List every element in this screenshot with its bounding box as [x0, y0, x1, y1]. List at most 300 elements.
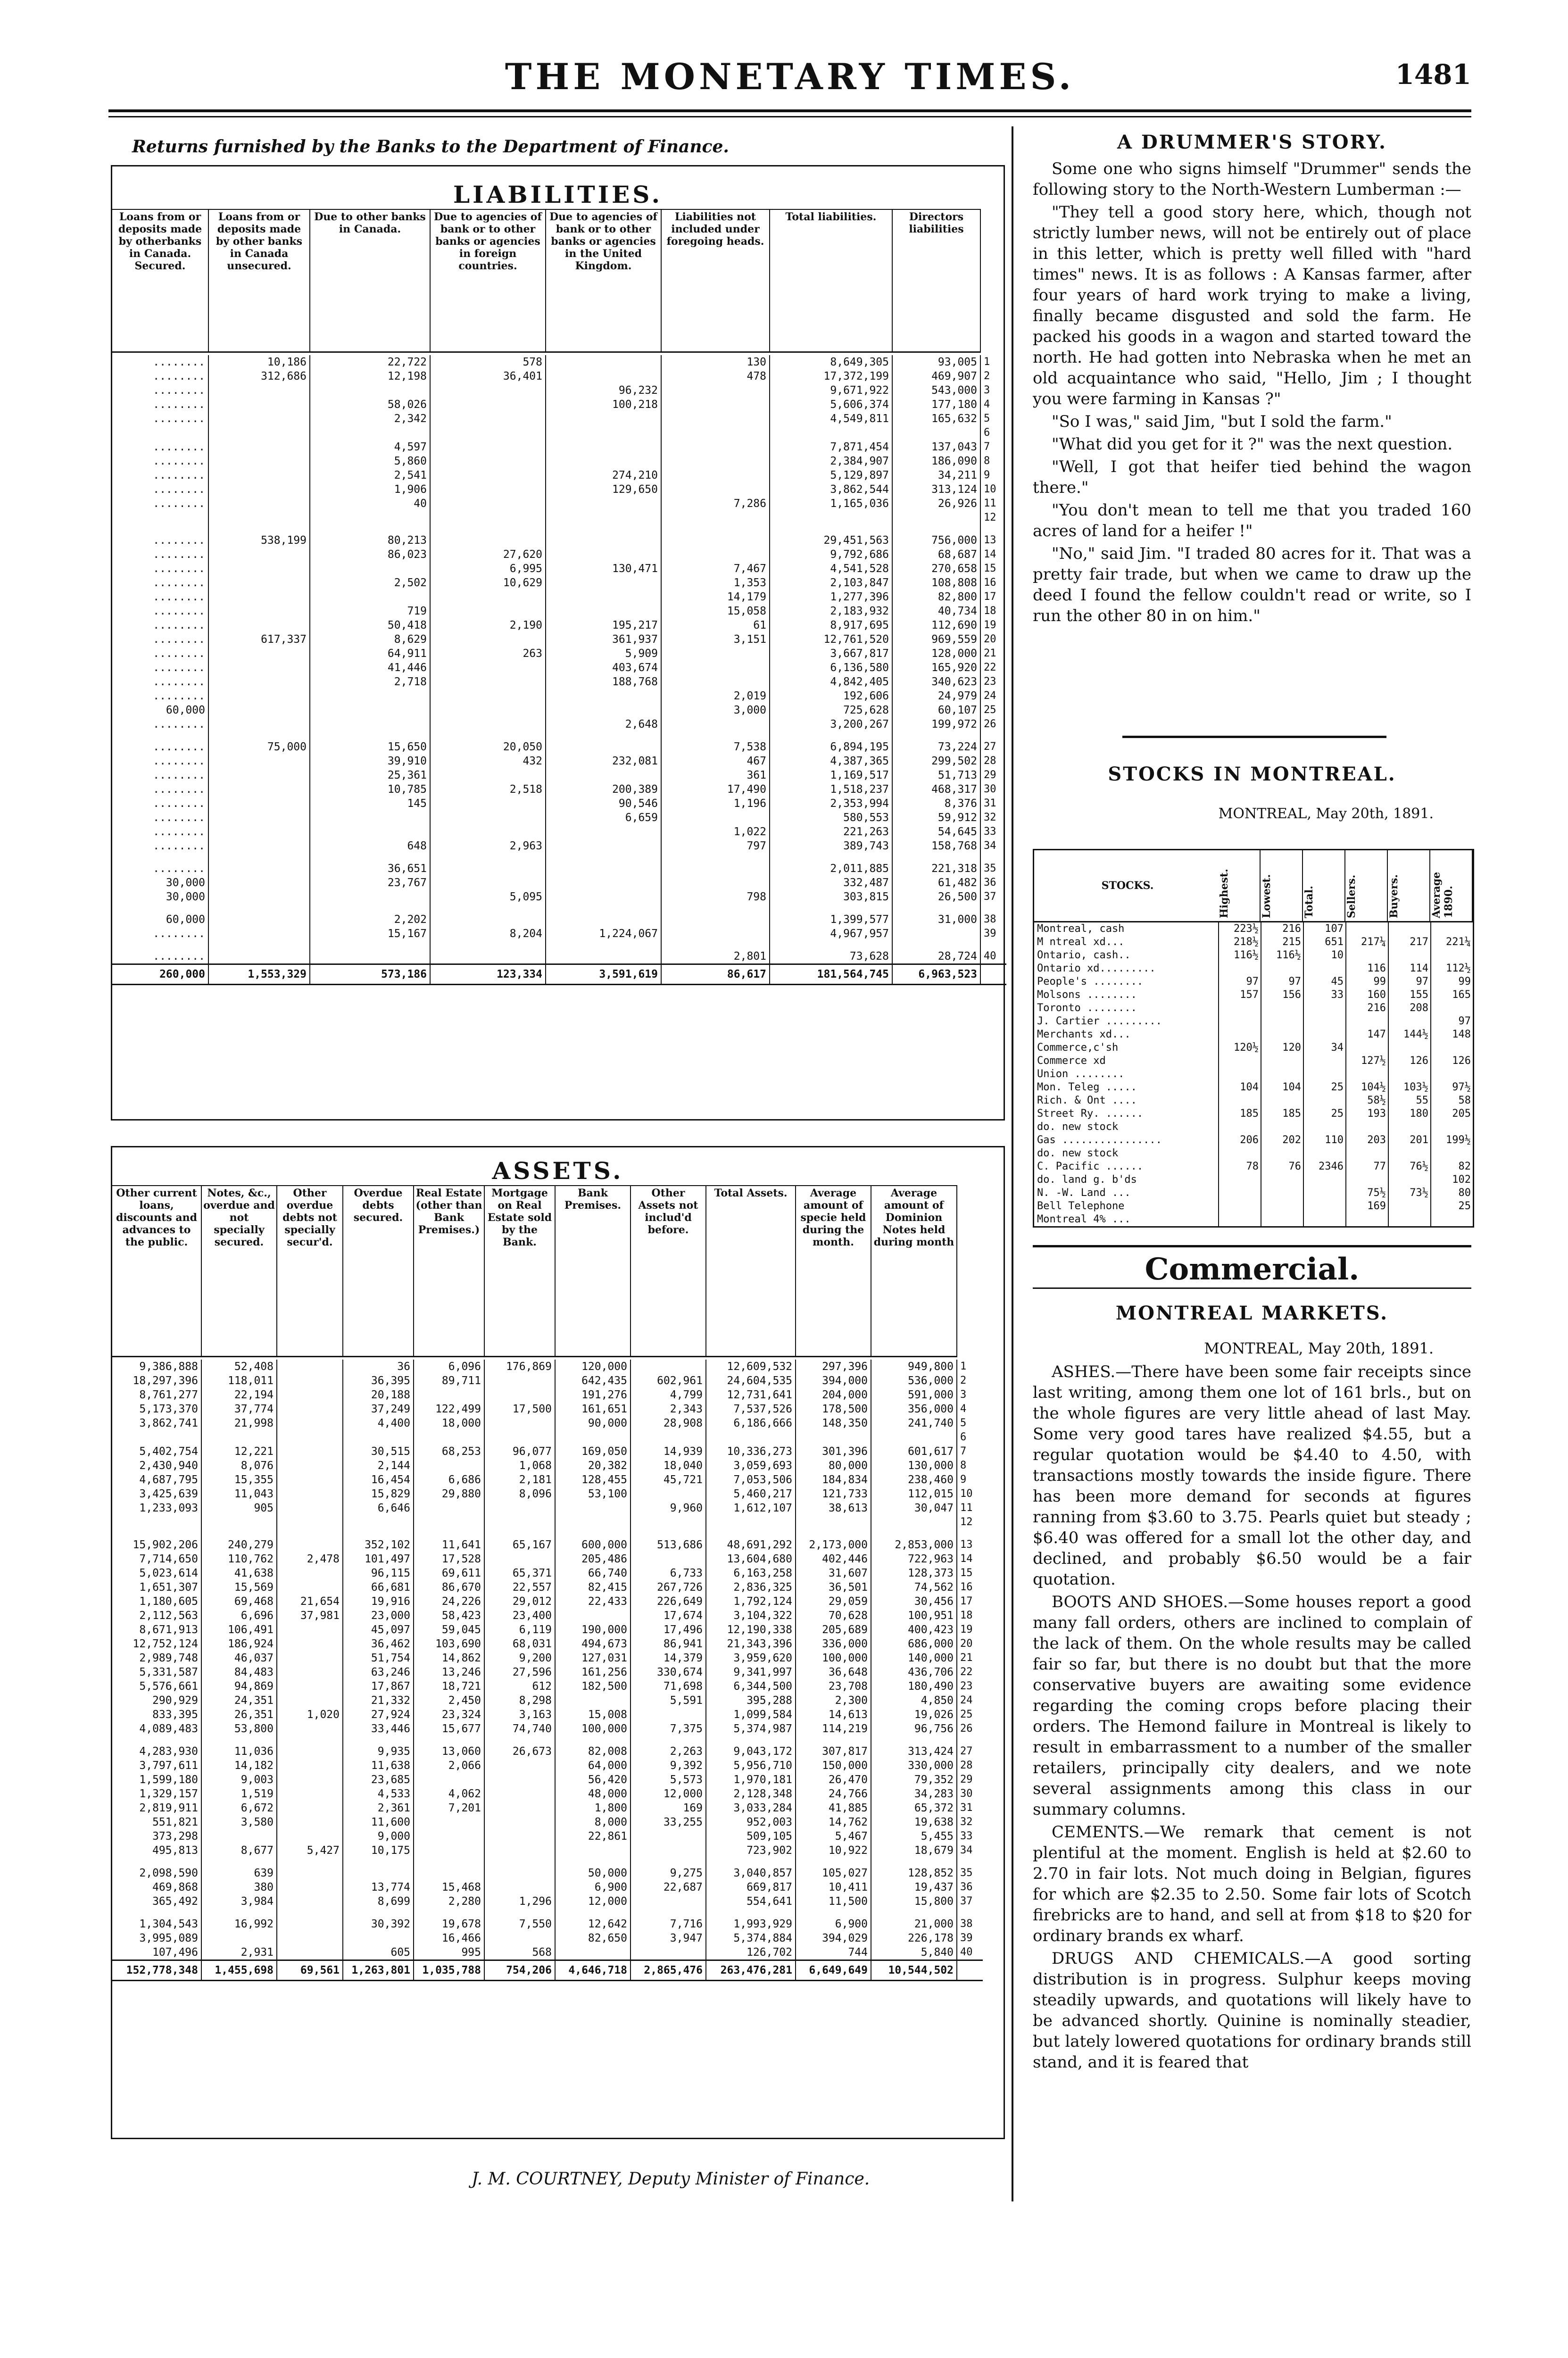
stock-value [1218, 1054, 1261, 1068]
assets-cell [277, 1374, 343, 1388]
liabilities-cell: 263 [431, 647, 546, 661]
liabilities-row [112, 398, 1006, 412]
liabilities-cell: ........ [112, 468, 209, 482]
liabilities-cell: ........ [112, 782, 209, 797]
assets-cell: 4,687,795 [112, 1473, 202, 1487]
assets-cell: 107,496 [112, 1945, 202, 1959]
liabilities-cell: 303,815 [770, 890, 893, 913]
liabilities-total-cell: 1,553,329 [209, 965, 310, 984]
assets-cell: 204,000 [796, 1388, 871, 1402]
assets-cell [796, 1515, 871, 1538]
assets-cell [277, 1744, 343, 1759]
liabilities-cell: 7,871,454 [770, 440, 893, 454]
assets-cell: 182,500 [556, 1679, 631, 1694]
stock-value [1261, 1173, 1303, 1187]
liabilities-cell: 186,090 [893, 454, 981, 468]
stock-value: 110 [1303, 1134, 1345, 1147]
liabilities-cell [310, 949, 431, 963]
assets-cell: 27,596 [485, 1665, 556, 1679]
story-divider [1122, 736, 1386, 738]
assets-cell: 29,880 [414, 1487, 485, 1501]
assets-row-number: 23 [960, 1680, 973, 1692]
liabilities-cell [431, 398, 546, 412]
assets-cell [277, 1880, 343, 1894]
assets-cell: 161,651 [556, 1402, 631, 1416]
liabilities-cell [431, 482, 546, 497]
liabilities-cell: 468,317 [893, 782, 981, 797]
assets-cell: 100,000 [796, 1651, 871, 1665]
assets-cell: 6,163,258 [706, 1566, 796, 1580]
assets-row [112, 1402, 983, 1416]
stock-value [1303, 962, 1345, 975]
stock-value [1218, 1094, 1261, 1107]
liabilities-cell [546, 412, 662, 426]
assets-col-header: Other current loans, discounts and advances to the public. [112, 1186, 202, 1356]
liabilities-cell: 86,023 [310, 548, 431, 562]
assets-cell [871, 1430, 957, 1445]
assets-cell: 68,031 [485, 1637, 556, 1651]
stock-value [1218, 962, 1261, 975]
assets-cell: 180,490 [871, 1679, 957, 1694]
assets-cell: 13,060 [414, 1744, 485, 1759]
liabilities-header [112, 209, 981, 353]
liabilities-cell [209, 782, 310, 797]
liabilities-cell [310, 426, 431, 440]
assets-cell: 169,050 [556, 1445, 631, 1459]
assets-cell: 23,000 [343, 1609, 414, 1623]
assets-cell: 7,716 [631, 1917, 706, 1931]
assets-cell: 65,372 [871, 1801, 957, 1815]
liabilities-cell [662, 876, 770, 890]
assets-cell [202, 1515, 277, 1538]
stock-value [1345, 1015, 1388, 1028]
assets-cell: 36,648 [796, 1665, 871, 1679]
assets-cell: 4,400 [343, 1416, 414, 1430]
assets-cell: 551,821 [112, 1815, 202, 1829]
assets-cell: 3,959,620 [706, 1651, 796, 1665]
assets-cell: 1,519 [202, 1787, 277, 1801]
assets-cell: 120,000 [556, 1360, 631, 1374]
assets-cell: 365,492 [112, 1894, 202, 1917]
assets-cell [277, 1866, 343, 1880]
liabilities-row-number: 11 [984, 498, 996, 509]
liabilities-cell: 432 [431, 754, 546, 768]
assets-row [112, 1360, 983, 1374]
assets-cell: 494,673 [556, 1637, 631, 1651]
liabilities-row-number: 10 [984, 483, 996, 495]
stock-value: 80 [1430, 1187, 1473, 1200]
assets-cell: 5,840 [871, 1945, 957, 1959]
liabilities-row [112, 548, 1006, 562]
stock-value: 97 [1388, 975, 1430, 988]
liabilities-cell: 1,169,517 [770, 768, 893, 782]
assets-row [112, 1566, 983, 1580]
liabilities-cell: 340,623 [893, 675, 981, 689]
assets-cell: 128,455 [556, 1473, 631, 1487]
assets-cell: 8,000 [556, 1815, 631, 1829]
assets-cell [277, 1501, 343, 1515]
liabilities-row [112, 482, 1006, 497]
liabilities-col-header: Loans from or deposits made by other banks in Canada unsecured. [209, 210, 310, 351]
assets-row [112, 1945, 983, 1959]
liabilities-row-number: 13 [984, 534, 996, 546]
liabilities-row-number: 6 [984, 427, 990, 439]
stocks-dateline: MONTREAL, May 20th, 1891. [1218, 805, 1434, 822]
assets-row [112, 1430, 983, 1445]
liabilities-row-number: 31 [984, 797, 996, 809]
assets-cell: 495,813 [112, 1843, 202, 1866]
assets-cell: 949,800 [871, 1360, 957, 1374]
liabilities-cell: 4,387,365 [770, 754, 893, 768]
assets-cell: 5,402,754 [112, 1445, 202, 1459]
liabilities-cell: ........ [112, 768, 209, 782]
assets-cell: 352,102 [343, 1538, 414, 1552]
assets-cell: 15,468 [414, 1880, 485, 1894]
assets-cell: 130,000 [871, 1459, 957, 1473]
assets-cell: 82,415 [556, 1580, 631, 1594]
assets-cell: 4,533 [343, 1787, 414, 1801]
stocks-col-header: Lowest. [1261, 850, 1303, 921]
liabilities-row-number: 28 [984, 755, 996, 767]
assets-cell: 11,641 [414, 1538, 485, 1552]
liabilities-cell: 60,000 [112, 703, 209, 717]
liabilities-cell: 27,620 [431, 548, 546, 562]
liabilities-cell [431, 412, 546, 426]
assets-cell [277, 1815, 343, 1829]
stock-value: 157 [1218, 988, 1261, 1002]
assets-row-number: 29 [960, 1774, 973, 1785]
assets-cell [202, 1931, 277, 1945]
liabilities-cell: 798 [662, 890, 770, 913]
assets-cell [414, 1815, 485, 1829]
stock-value [1261, 1054, 1303, 1068]
stocks-row [1034, 975, 1473, 988]
stock-value: 25 [1303, 1081, 1345, 1094]
liabilities-row-number: 37 [984, 891, 996, 903]
liabilities-cell [431, 689, 546, 703]
assets-cell: 12,221 [202, 1445, 277, 1459]
liabilities-cell: ........ [112, 454, 209, 468]
assets-cell: 6,672 [202, 1801, 277, 1815]
stock-value: 126 [1430, 1054, 1473, 1068]
commercial-heading: Commercial. [1145, 1252, 1360, 1287]
liabilities-cell: 68,687 [893, 548, 981, 562]
stock-value: 193 [1345, 1107, 1388, 1121]
liabilities-cell [209, 590, 310, 604]
liabilities-row [112, 797, 1006, 811]
assets-cell: 3,580 [202, 1815, 277, 1829]
stock-value [1388, 1200, 1430, 1213]
stock-value [1430, 1147, 1473, 1160]
assets-cell [277, 1515, 343, 1538]
assets-row-number: 36 [960, 1881, 973, 1893]
assets-cell: 5,591 [631, 1694, 706, 1708]
liabilities-row-number: 14 [984, 548, 996, 560]
assets-cell: 176,869 [485, 1360, 556, 1374]
liabilities-cell: 3,667,817 [770, 647, 893, 661]
liabilities-cell: 34,211 [893, 468, 981, 482]
liabilities-cell: 2,353,994 [770, 797, 893, 811]
liabilities-row-number: 12 [984, 512, 996, 523]
liabilities-cell [209, 426, 310, 440]
liabilities-cell: 312,686 [209, 369, 310, 383]
liabilities-row-number: 36 [984, 877, 996, 888]
stocks-row [1034, 1107, 1473, 1121]
liabilities-cell [546, 369, 662, 383]
liabilities-cell [431, 632, 546, 647]
assets-cell: 1,970,181 [706, 1773, 796, 1787]
stock-value: 127½ [1345, 1054, 1388, 1068]
assets-cell [485, 1388, 556, 1402]
assets-cell: 6,344,500 [706, 1679, 796, 1694]
liabilities-cell [546, 576, 662, 590]
liabilities-row [112, 862, 1006, 876]
liabilities-cell: 6,136,580 [770, 661, 893, 675]
liabilities-cell: 5,909 [546, 647, 662, 661]
stock-value: 58½ [1345, 1094, 1388, 1107]
assets-cell: 6,733 [631, 1566, 706, 1580]
assets-cell: 394,000 [796, 1374, 871, 1388]
assets-cell: 21,343,396 [706, 1637, 796, 1651]
assets-cell: 169 [631, 1801, 706, 1815]
assets-cell: 36,395 [343, 1374, 414, 1388]
assets-row-number: 28 [960, 1760, 973, 1771]
liabilities-row [112, 927, 1006, 949]
liabilities-cell: 2,342 [310, 412, 431, 426]
liabilities-cell: 15,058 [662, 604, 770, 618]
stocks-row [1034, 1015, 1473, 1028]
liabilities-cell [770, 511, 893, 533]
liabilities-cell: 51,713 [893, 768, 981, 782]
liabilities-cell: 54,645 [893, 825, 981, 839]
assets-cell: 26,673 [485, 1744, 556, 1759]
assets-cell: 33,446 [343, 1722, 414, 1744]
liabilities-cell: 22,722 [310, 355, 431, 369]
assets-row [112, 1473, 983, 1487]
assets-cell: 744 [796, 1945, 871, 1959]
stock-value: 25 [1430, 1200, 1473, 1213]
stock-value [1303, 1094, 1345, 1107]
assets-cell: 80,000 [796, 1459, 871, 1473]
assets-cell: 86,670 [414, 1580, 485, 1594]
commercial-paragraphs [1033, 1362, 1471, 2073]
assets-cell: 5,576,661 [112, 1679, 202, 1694]
liabilities-cell [770, 426, 893, 440]
liabilities-cell: ........ [112, 497, 209, 511]
assets-cell: 469,868 [112, 1880, 202, 1894]
stocks-row [1034, 949, 1473, 962]
assets-row-number: 38 [960, 1918, 973, 1930]
assets-cell: 11,600 [343, 1815, 414, 1829]
liabilities-cell: 617,337 [209, 632, 310, 647]
assets-rows [112, 1360, 983, 1981]
liabilities-cell [310, 689, 431, 703]
assets-cell: 2,112,563 [112, 1609, 202, 1623]
liabilities-cell [431, 949, 546, 963]
stock-value [1388, 1015, 1430, 1028]
assets-cell: 3,059,693 [706, 1459, 796, 1473]
liabilities-cell: 2,801 [662, 949, 770, 963]
liabilities-cell: 10,785 [310, 782, 431, 797]
assets-cell: 36 [343, 1360, 414, 1374]
stocks-row [1034, 1054, 1473, 1068]
assets-row-number: 3 [960, 1389, 967, 1401]
stock-value [1303, 1002, 1345, 1015]
liabilities-cell: 199,972 [893, 717, 981, 740]
stock-name: Merchants xd... [1037, 1029, 1131, 1040]
liabilities-cell [546, 689, 662, 703]
liabilities-cell [209, 754, 310, 768]
assets-cell: 17,674 [631, 1609, 706, 1623]
assets-row-number: 5 [960, 1417, 967, 1429]
liabilities-rows [112, 355, 1006, 985]
drummer-paragraph: Some one who signs himself "Drummer" sends the following story to the North-Western Lumberman :— [1033, 159, 1471, 199]
assets-cell: 400,423 [871, 1623, 957, 1637]
liabilities-cell: ........ [112, 440, 209, 454]
assets-cell: 118,011 [202, 1374, 277, 1388]
assets-cell [631, 1708, 706, 1722]
stocks-row [1034, 1187, 1473, 1200]
assets-cell [277, 1445, 343, 1459]
assets-cell: 995 [414, 1945, 485, 1959]
liabilities-cell: 2,019 [662, 689, 770, 703]
stocks-col-header: Average 1890. [1430, 850, 1473, 921]
assets-row [112, 1843, 983, 1866]
assets-cell: 5,173,370 [112, 1402, 202, 1416]
assets-cell: 53,800 [202, 1722, 277, 1744]
stock-value [1388, 949, 1430, 962]
assets-cell [277, 1473, 343, 1487]
liabilities-cell: 543,000 [893, 383, 981, 398]
assets-cell [277, 1917, 343, 1931]
liabilities-row-number: 34 [984, 840, 996, 852]
stock-value [1218, 1015, 1261, 1028]
stock-value: 651 [1303, 936, 1345, 949]
assets-total-row [112, 1959, 983, 1981]
assets-cell: 601,617 [871, 1445, 957, 1459]
assets-cell: 48,691,292 [706, 1538, 796, 1552]
assets-row-number: 30 [960, 1788, 973, 1800]
liabilities-cell [431, 913, 546, 927]
liabilities-cell: 26,500 [893, 890, 981, 913]
assets-cell: 2,066 [414, 1759, 485, 1773]
assets-cell: 45,721 [631, 1473, 706, 1487]
assets-cell: 38,613 [796, 1501, 871, 1515]
assets-row [112, 1744, 983, 1759]
liabilities-cell: 14,179 [662, 590, 770, 604]
liabilities-cell: 36,651 [310, 862, 431, 876]
assets-cell: 37,249 [343, 1402, 414, 1416]
assets-cell: 612 [485, 1679, 556, 1694]
assets-cell: 21,998 [202, 1416, 277, 1430]
liabilities-row [112, 890, 1006, 913]
liabilities-cell: 28,724 [893, 949, 981, 963]
stock-value: 221¼ [1430, 936, 1473, 949]
liabilities-row [112, 618, 1006, 632]
liabilities-cell: 165,632 [893, 412, 981, 426]
assets-cell: 34,283 [871, 1787, 957, 1801]
assets-row [112, 1580, 983, 1594]
assets-cell [631, 1843, 706, 1866]
commercial-paragraph: DRUGS AND CHEMICALS.—A good sorting distribution is in progress. Sulphur keeps moving steadily upwards, and quotations will likely have to be advanced shortly. Quinine is nominally steadier, but lately lowered quotations for ordinary brands still stand, and it is feared that [1033, 1949, 1471, 2072]
liabilities-cell: ........ [112, 675, 209, 689]
assets-cell: 24,604,535 [706, 1374, 796, 1388]
liabilities-cell [209, 675, 310, 689]
liabilities-cell: ........ [112, 590, 209, 604]
assets-cell [485, 1416, 556, 1430]
assets-cell: 20,188 [343, 1388, 414, 1402]
assets-cell: 2,128,348 [706, 1787, 796, 1801]
assets-cell [112, 1515, 202, 1538]
assets-row [112, 1609, 983, 1623]
assets-row [112, 1515, 983, 1538]
stocks-row [1034, 1200, 1473, 1213]
assets-cell [556, 1843, 631, 1866]
liabilities-cell: 2,190 [431, 618, 546, 632]
liabilities-cell [209, 927, 310, 949]
assets-cell: 79,352 [871, 1773, 957, 1787]
liabilities-cell: 36,401 [431, 369, 546, 383]
stock-value [1218, 1002, 1261, 1015]
liabilities-row [112, 440, 1006, 454]
stock-value: 199½ [1430, 1134, 1473, 1147]
liabilities-row-number: 7 [984, 441, 990, 453]
liabilities-cell: 195,217 [546, 618, 662, 632]
liabilities-cell: 7,286 [662, 497, 770, 511]
stock-value [1218, 1028, 1261, 1041]
assets-cell: 4,062 [414, 1787, 485, 1801]
liabilities-cell [662, 862, 770, 876]
liabilities-cell [431, 717, 546, 740]
stock-value [1345, 1147, 1388, 1160]
liabilities-cell: 3,000 [662, 703, 770, 717]
assets-cell: 602,961 [631, 1374, 706, 1388]
liabilities-cell: 8,204 [431, 927, 546, 949]
stock-value: 114 [1388, 962, 1430, 975]
liabilities-cell [431, 703, 546, 717]
liabilities-cell [209, 689, 310, 703]
stock-name: People's ........ [1037, 976, 1144, 988]
assets-row-number: 35 [960, 1867, 973, 1879]
liabilities-row-number: 22 [984, 662, 996, 673]
stock-value [1430, 949, 1473, 962]
assets-cell [414, 1866, 485, 1880]
liabilities-cell [310, 825, 431, 839]
liabilities-row-number: 25 [984, 704, 996, 716]
assets-title: ASSETS. [492, 1157, 624, 1185]
assets-row-number: 11 [960, 1502, 973, 1514]
assets-cell: 3,984 [202, 1894, 277, 1917]
liabilities-cell [546, 604, 662, 618]
stock-value: 34 [1303, 1041, 1345, 1054]
assets-cell: 59,045 [414, 1623, 485, 1637]
stock-name: do. land g. b'ds [1037, 1174, 1137, 1186]
assets-cell: 600,000 [556, 1538, 631, 1552]
drummer-paragraph: "No," said Jim. "I traded 80 acres for it. That was a pretty fair trade, but when we came to draw up the deed I found the fellow couldn't read or write, so I run the other 80 in on him." [1033, 544, 1471, 625]
assets-cell: 20,382 [556, 1459, 631, 1473]
assets-cell: 106,491 [202, 1623, 277, 1637]
liabilities-cell [209, 797, 310, 811]
liabilities-cell [546, 497, 662, 511]
assets-cell: 3,425,639 [112, 1487, 202, 1501]
liabilities-cell: ........ [112, 927, 209, 949]
assets-cell: 1,329,157 [112, 1787, 202, 1801]
drummer-paragraph: "You don't mean to tell me that you traded 160 acres of land for a heifer !" [1033, 501, 1471, 540]
liabilities-cell [546, 740, 662, 754]
liabilities-cell: 64,911 [310, 647, 431, 661]
assets-cell [277, 1787, 343, 1801]
assets-row [112, 1829, 983, 1843]
